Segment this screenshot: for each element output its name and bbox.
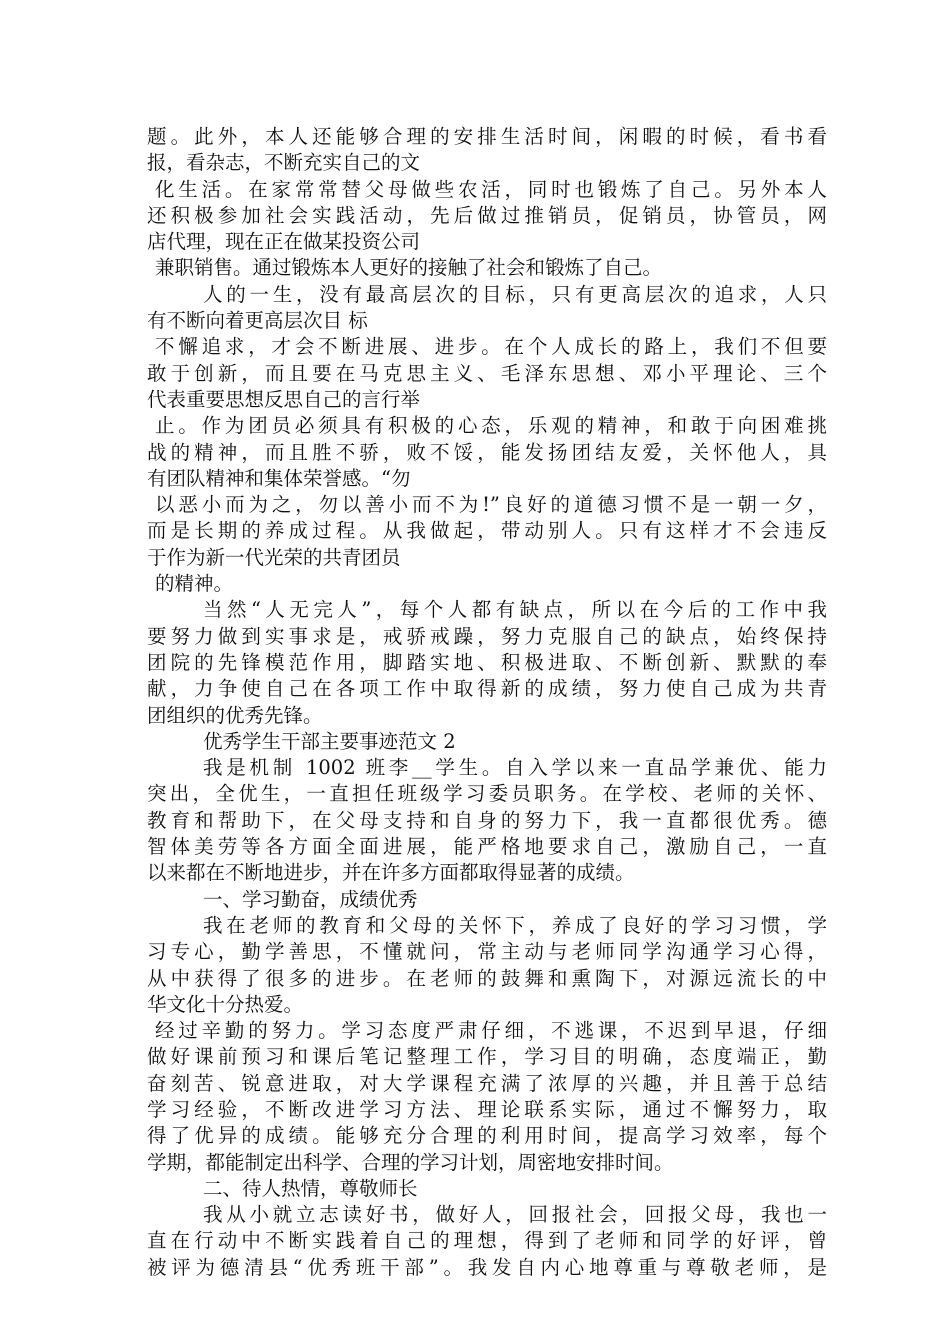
text-line: 有团队精神和集体荣誉感。“勿 <box>147 466 411 490</box>
text-line: 战的精神，而且胜不骄，败不馁，能发扬团结友爱，关怀他人，具 <box>147 440 827 464</box>
text-line: 敢于创新，而且要在马克思主义、毛泽东思想、邓小平理论、三个 <box>147 361 827 385</box>
text-line: 献，力争使自己在各项工作中取得新的成绩，努力使自己成为共青 <box>147 677 827 701</box>
text-line: 题。此外，本人还能够合理的安排生活时间，闲暇的时候，看书看 <box>147 125 827 148</box>
text-line: 学期，都能制定出科学、合理的学习计划，周密地安排时间。 <box>147 1150 674 1174</box>
text-line: 而是长期的养成过程。从我做起，带动别人。只有这样才不会违反 <box>147 519 827 543</box>
text-line: 团院的先锋模范作用，脚踏实地、积极进取、不断创新、默默的奉 <box>147 650 827 674</box>
text-line: 一、学习勤奋，成绩优秀 <box>203 887 418 911</box>
text-line: 学习经验，不断改进学习方法、理论联系实际，通过不懈努力，取 <box>147 1097 827 1121</box>
text-line: 我从小就立志读好书，做好人，回报社会，回报父母，我也一 <box>203 1203 827 1227</box>
text-line: 有不断向着更高层次目 标 <box>147 309 368 333</box>
text-line: 兼职销售。通过锻炼本人更好的接触了社会和锻炼了自己。 <box>155 256 663 280</box>
text-line: 华文化十分热爱。 <box>147 992 304 1016</box>
text-line: 以恶小而为之，勿以善小而不为!”良好的道德习惯不是一朝一夕， <box>155 493 827 517</box>
text-line: 团组织的优秀先锋。 <box>147 703 323 727</box>
text-line: 奋刻苦、锐意进取，对大学课程充满了浓厚的兴趣，并且善于总结 <box>147 1071 827 1095</box>
text-line: 代表重要思想反思自己的言行举 <box>147 387 421 411</box>
text-line: 教育和帮助下，在父母支持和自身的努力下，我一直都很优秀。德 <box>147 808 827 832</box>
text-line: 人的一生，没有最高层次的目标，只有更高层次的追求，人只 <box>203 282 827 306</box>
text-line: 不懈追求，才会不断进展、进步。在个人成长的路上，我们不但要 <box>155 335 827 359</box>
text-line: 当然“人无完人”，每个人都有缺点，所以在今后的工作中我 <box>203 598 827 622</box>
text-line: 我是机制 1002 班李__学生。自入学以来一直品学兼优、能力 <box>203 756 827 780</box>
text-line: 我在老师的教育和父母的关怀下，养成了良好的学习习惯，学 <box>203 913 827 937</box>
text-line: 化生活。在家常常替父母做些农活，同时也锻炼了自己。另外本人 <box>155 177 827 201</box>
text-line: 还积极参加社会实践活动，先后做过推销员，促销员，协管员，网 <box>147 203 827 227</box>
text-line: 的精神。 <box>155 572 234 596</box>
text-line: 店代理，现在正在做某投资公司 <box>147 230 421 254</box>
text-line: 止。作为团员必须具有积极的心态，乐观的精神，和敢于向困难挑 <box>155 414 827 438</box>
text-line: 做好课前预习和课后笔记整理工作，学习目的明确，态度端正，勤 <box>147 1045 827 1069</box>
text-line: 二、待人热情，尊敬师长 <box>203 1176 418 1200</box>
text-line: 直在行动中不断实践着自己的理想，得到了老师和同学的好评，曾 <box>147 1229 827 1253</box>
document-body <box>147 124 827 1281</box>
text-line: 经过辛勤的努力。学习态度严肃仔细，不逃课，不迟到早退，仔细 <box>155 1019 827 1043</box>
text-line: 突出，全优生，一直担任班级学习委员职务。在学校、老师的关怀、 <box>147 782 827 806</box>
text-line: 以来都在不断地进步，并在许多方面都取得显著的成绩。 <box>147 861 635 885</box>
text-line: 于作为新一代光荣的共青团员 <box>147 545 401 569</box>
text-line: 习专心，勤学善思，不懂就问，常主动与老师同学沟通学习心得， <box>147 940 827 964</box>
text-line: 从中获得了很多的进步。在老师的鼓舞和熏陶下，对源远流长的中 <box>147 966 827 990</box>
text-line: 要努力做到实事求是，戒骄戒躁，努力克服自己的缺点，始终保持 <box>147 624 827 648</box>
text-line: 报，看杂志，不断充实自己的文 <box>147 151 421 175</box>
text-line: 被评为德清县“优秀班干部”。我发自内心地尊重与尊敬老师，是 <box>147 1255 827 1279</box>
text-line: 优秀学生干部主要事迹范文 2 <box>203 729 456 753</box>
text-line: 智体美劳等各方面全面进展，能严格地要求自己，激励自己，一直 <box>147 835 827 859</box>
text-line: 得了优异的成绩。能够充分合理的利用时间，提高学习效率，每个 <box>147 1124 827 1148</box>
